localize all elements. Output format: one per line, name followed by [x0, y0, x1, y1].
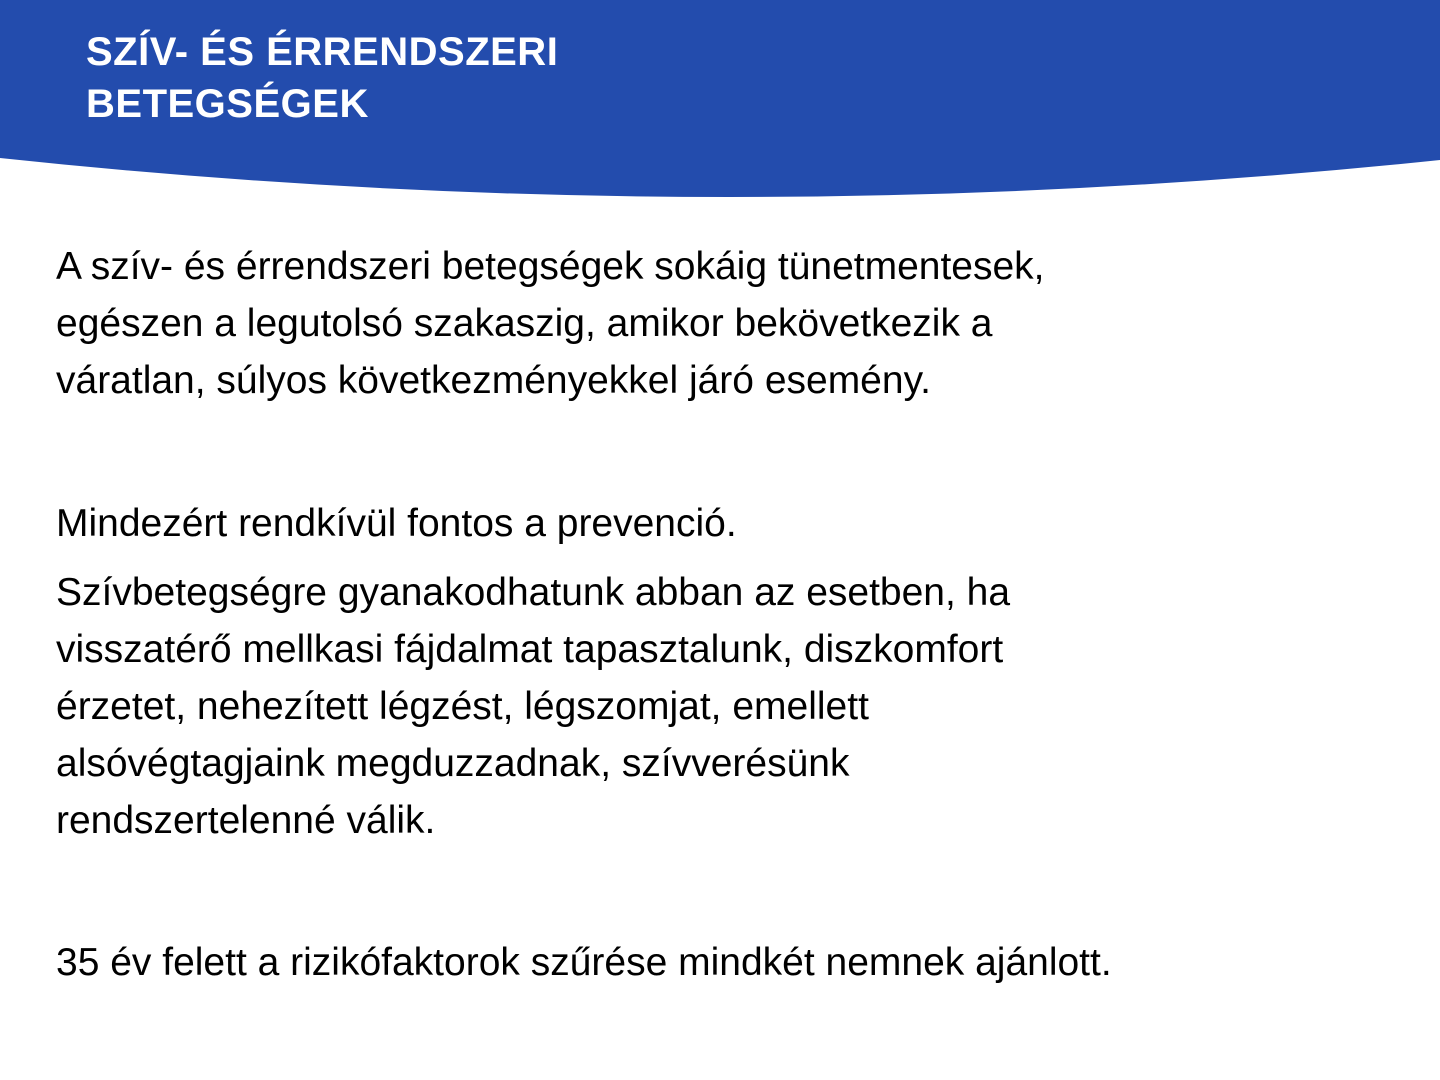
- slide-title: [86, 26, 558, 130]
- paragraph-screening: [56, 934, 1396, 991]
- text-line: 35 év felett a rizikófaktorok szűrése mindkét nemnek ajánlott.: [56, 941, 1112, 984]
- text-line: váratlan, súlyos következményekkel járó esemény.: [56, 359, 932, 402]
- text-line: egészen a legutolsó szakaszig, amikor bekövetkezik a: [56, 302, 993, 345]
- paragraph-prevention: [56, 495, 1396, 552]
- text-line: visszatérő mellkasi fájdalmat tapasztalunk, diszkomfort: [56, 628, 1004, 671]
- slide-title-line-2: BETEGSÉGEK: [86, 82, 369, 126]
- slide-body: [56, 238, 1396, 991]
- slide-title-line-1: SZÍV- ÉS ÉRRENDSZERI: [86, 30, 559, 74]
- text-line: A szív- és érrendszeri betegségek sokáig tünetmentesek,: [56, 245, 1045, 288]
- text-line: érzetet, nehezített légzést, légszomjat, emellett: [56, 685, 869, 728]
- text-line: alsóvégtagjaink megduzzadnak, szívverésünk: [56, 742, 850, 785]
- text-line: rendszertelenné válik.: [56, 799, 436, 842]
- paragraph-intro: [56, 238, 1396, 409]
- paragraph-symptoms: [56, 564, 1396, 849]
- text-line: Mindezért rendkívül fontos a prevenció.: [56, 502, 737, 545]
- text-line: Szívbetegségre gyanakodhatunk abban az esetben, ha: [56, 571, 1011, 614]
